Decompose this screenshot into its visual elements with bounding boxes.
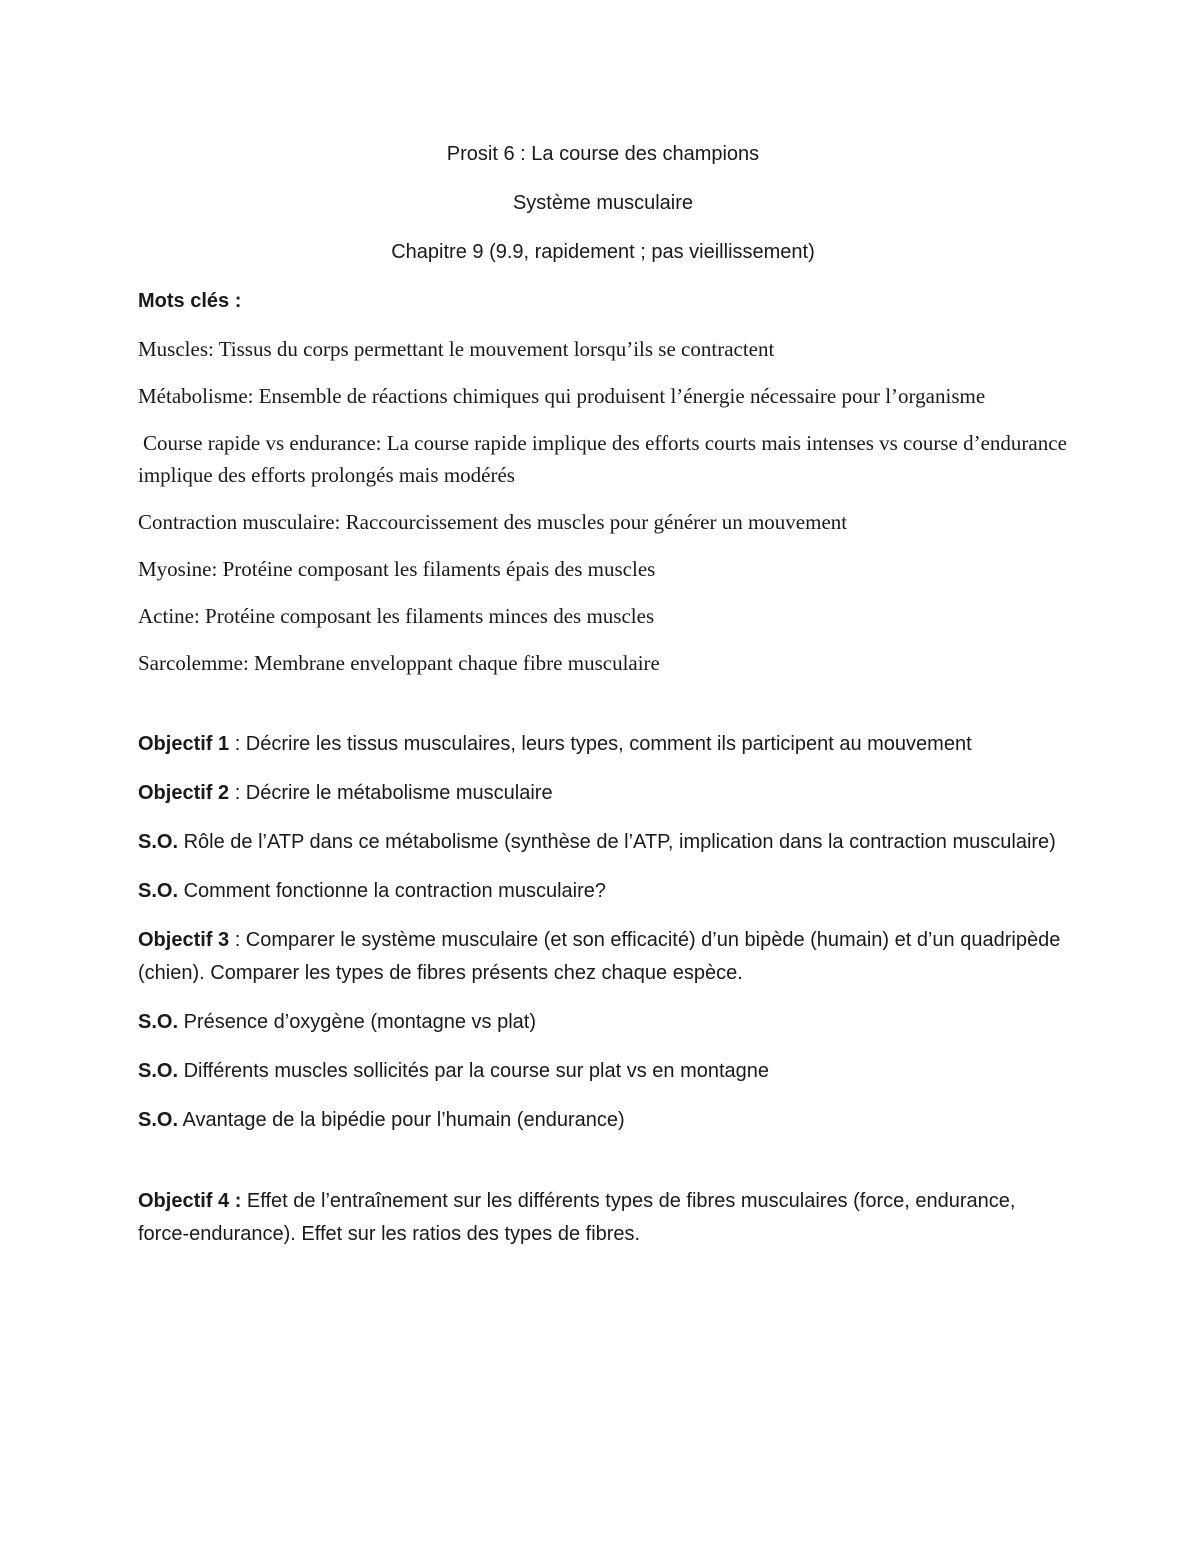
sub-objective-text: Avantage de la bipédie pour l’humain (endurance) xyxy=(178,1109,625,1131)
sub-objective-label: S.O. xyxy=(138,1109,179,1131)
sub-objective-item xyxy=(138,826,1068,859)
sub-objective-label: S.O. xyxy=(138,880,179,902)
objective-item xyxy=(138,777,1068,810)
sub-objective-item xyxy=(138,1104,1068,1137)
keywords-heading: Mots clés : xyxy=(138,290,242,312)
objectives-list xyxy=(138,728,1068,1251)
sub-objective-text: Rôle de l’ATP dans ce métabolisme (synthèse de l’ATP, implication dans la contraction musculaire) xyxy=(178,831,1056,853)
keywords-list xyxy=(138,333,1068,679)
objective-text: : Décrire le métabolisme musculaire xyxy=(229,782,553,804)
document-page xyxy=(138,138,1068,1267)
title-block xyxy=(138,138,1068,268)
keyword-definition: Contraction musculaire: Raccourcissement des muscles pour générer un mouvement xyxy=(138,510,848,534)
keyword-definition: Course rapide vs endurance: La course rapide implique des efforts courts mais intenses vs course d’endurance implique des efforts prolongés mais modérés xyxy=(138,431,1067,487)
sub-objective-text: Comment fonctionne la contraction musculaire? xyxy=(178,880,607,902)
sub-objective-item xyxy=(138,1006,1068,1039)
chapter-reference: Chapitre 9 (9.9, rapidement ; pas vieillissement) xyxy=(391,241,815,263)
objective-item xyxy=(138,924,1068,990)
keyword-definition: Métabolisme: Ensemble de réactions chimiques qui produisent l’énergie nécessaire pour l’organisme xyxy=(138,384,986,408)
keyword-definition: Muscles: Tissus du corps permettant le mouvement lorsqu’ils se contractent xyxy=(138,337,775,361)
objective-item xyxy=(138,728,1068,761)
keyword-definition: Actine: Protéine composant les filaments minces des muscles xyxy=(138,604,655,628)
sub-objective-item xyxy=(138,1055,1068,1088)
document-title: Prosit 6 : La course des champions xyxy=(446,143,760,165)
sub-objective-label: S.O. xyxy=(138,1060,179,1082)
objective-text: : Décrire les tissus musculaires, leurs types, comment ils participent au mouvement xyxy=(229,733,972,755)
sub-objective-item xyxy=(138,875,1068,908)
sub-objective-text: Différents muscles sollicités par la course sur plat vs en montagne xyxy=(178,1060,770,1082)
sub-objective-label: S.O. xyxy=(138,831,179,853)
objective-label: Objectif 3 xyxy=(138,929,230,951)
objective-label: Objectif 4 : xyxy=(138,1190,242,1212)
objective-text: : Comparer le système musculaire (et son efficacité) d’un bipède (humain) et d’un quadripède (chien). Comparer les types de fibres présents chez chaque espèce. xyxy=(138,929,1061,984)
objective-label: Objectif 1 xyxy=(138,733,230,755)
sub-objective-label: S.O. xyxy=(138,1011,179,1033)
keyword-definition: Sarcolemme: Membrane enveloppant chaque fibre musculaire xyxy=(138,651,660,675)
sub-objective-text: Présence d’oxygène (montagne vs plat) xyxy=(178,1011,536,1033)
objective-item xyxy=(138,1185,1068,1251)
objective-label: Objectif 2 xyxy=(138,782,230,804)
objective-text: Effet de l’entraînement sur les différents types de fibres musculaires (force, endurance, force-endurance). Effet sur les ratios des types de fibres. xyxy=(138,1190,1016,1245)
document-subtitle: Système musculaire xyxy=(512,192,694,214)
keyword-definition: Myosine: Protéine composant les filaments épais des muscles xyxy=(138,557,656,581)
